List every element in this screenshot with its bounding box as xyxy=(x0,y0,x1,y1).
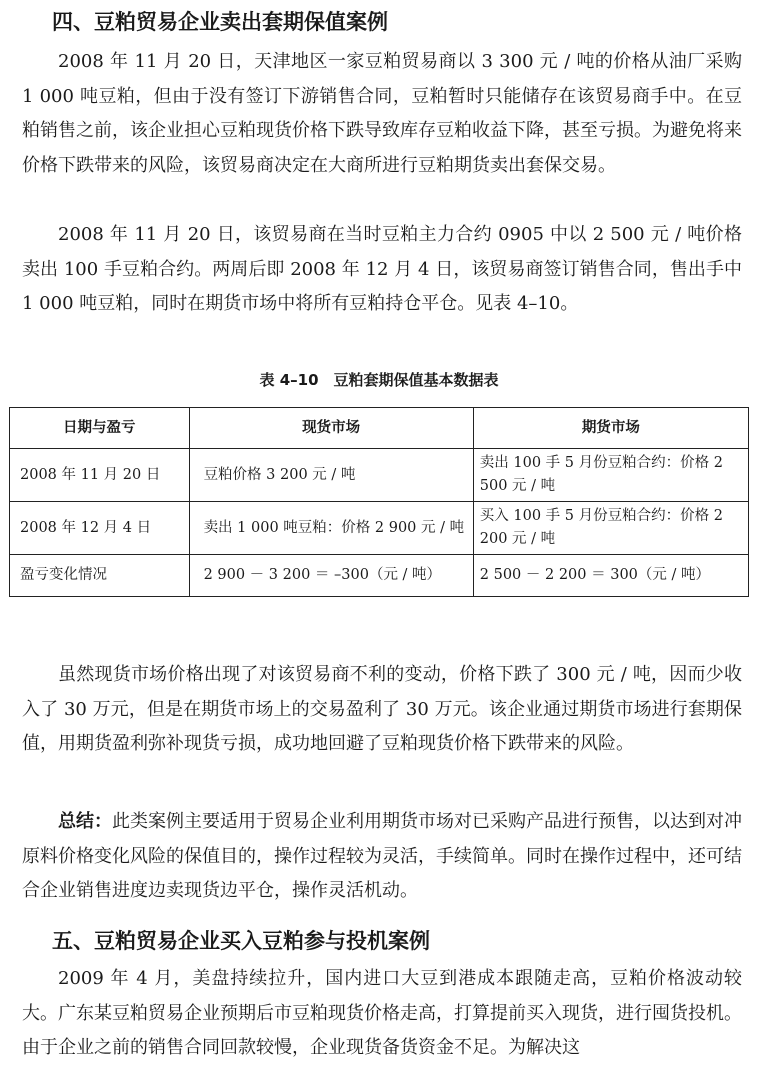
table-cell: 卖出 1 000 吨豆粕：价格 2 900 元 / 吨 xyxy=(189,502,473,555)
summary-paragraph xyxy=(22,805,742,909)
data-table xyxy=(9,407,749,597)
section-heading: 五、豆粕贸易企业买入豆粕参与投机案例 xyxy=(52,929,430,953)
paragraph: 2009 年 4 月，美盘持续拉升，国内进口大豆到港成本跟随走高，豆粕价格波动较大。广东某豆粕贸易企业预期后市豆粕现货价格走高，打算提前买入现货，进行囤货投机。由于企业之前的销售合同回款较慢，企业现货备货资金不足。为解决这 xyxy=(22,968,742,1058)
table-header-row xyxy=(10,408,749,449)
table-cell: 豆粕价格 3 200 元 / 吨 xyxy=(189,449,473,502)
table-cell: 2 900 － 3 200 ＝ –300（元 / 吨） xyxy=(189,555,473,597)
table-cell: 2008 年 12 月 4 日 xyxy=(10,502,190,555)
paragraph: 2008 年 11 月 20 日，天津地区一家豆粕贸易商以 3 300 元 / 吨的价格从油厂采购 1 000 吨豆粕，但由于没有签订下游销售合同，豆粕暂时只能储存在该贸易商手中。在豆粕销售之前，该企业担心豆粕现货价格下跌导致库存豆粕收益下降，甚至亏损。为避免将来价格下跌带来的风险，该贸易商决定在大商所进行豆粕期货卖出套保交易。 xyxy=(22,51,742,176)
summary-text: 此类案例主要适用于贸易企业利用期货市场对已采购产品进行预售，以达到对冲原料价格变化风险的保值目的，操作过程较为灵活，手续简单。同时在操作过程中，还可结合企业销售进度边卖现货边平仓，操作灵活机动。 xyxy=(22,811,742,901)
table-caption: 表 4–10 豆粕套期保值基本数据表 xyxy=(259,371,499,389)
table-row xyxy=(10,449,749,502)
table-row xyxy=(10,555,749,597)
paragraph: 2008 年 11 月 20 日，该贸易商在当时豆粕主力合约 0905 中以 2 500 元 / 吨价格卖出 100 手豆粕合约。两周后即 2008 年 12 月 4 日，该贸易商签订销售合同，售出手中 1 000 吨豆粕，同时在期货市场中将所有豆粕持仓平仓。见表 4–10。 xyxy=(22,224,742,314)
column-header: 现货市场 xyxy=(189,408,473,449)
table-cell: 买入 100 手 5 月份豆粕合约：价格 2 200 元 / 吨 xyxy=(473,502,748,555)
column-header: 日期与盈亏 xyxy=(10,408,190,449)
table-cell: 2 500 － 2 200 ＝ 300（元 / 吨） xyxy=(473,555,748,597)
section-heading: 四、豆粕贸易企业卖出套期保值案例 xyxy=(52,10,388,34)
paragraph: 虽然现货市场价格出现了对该贸易商不利的变动，价格下跌了 300 元 / 吨，因而少收入了 30 万元，但是在期货市场上的交易盈利了 30 万元。该企业通过期货市场进行套期保值，用期货盈利弥补现货亏损，成功地回避了豆粕现货价格下跌带来的风险。 xyxy=(22,664,742,754)
column-header: 期货市场 xyxy=(473,408,748,449)
table-cell: 盈亏变化情况 xyxy=(10,555,190,597)
summary-label: 总结： xyxy=(58,811,112,832)
table-cell: 卖出 100 手 5 月份豆粕合约：价格 2 500 元 / 吨 xyxy=(473,449,748,502)
table-row xyxy=(10,502,749,555)
table-cell: 2008 年 11 月 20 日 xyxy=(10,449,190,502)
